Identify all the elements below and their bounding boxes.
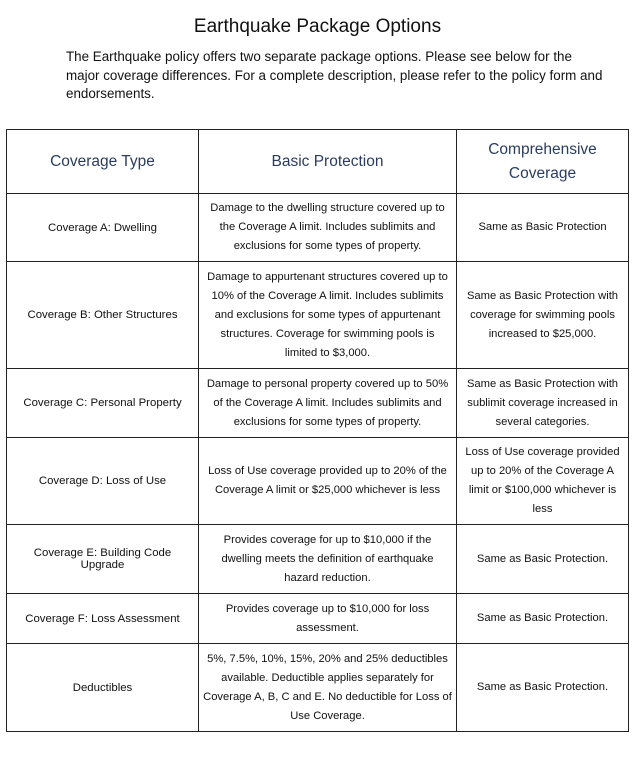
row-basic-cell: Provides coverage for up to $10,000 if the dwelling meets the definition of earthquake hazard reduction. xyxy=(199,525,457,594)
row-comprehensive-cell: Same as Basic Protection. xyxy=(457,644,629,732)
header-basic-protection: Basic Protection xyxy=(199,130,457,194)
package-options-table xyxy=(6,129,629,732)
table-row xyxy=(7,369,629,438)
row-basic-cell: Damage to personal property covered up to 50% of the Coverage A limit. Includes sublimits and exclusions for some types of property. xyxy=(199,369,457,438)
row-type-cell: Coverage E: Building Code Upgrade xyxy=(7,525,199,594)
row-basic-cell: Damage to the dwelling structure covered up to the Coverage A limit. Includes sublimits and exclusions for some types of property. xyxy=(199,194,457,262)
table-row xyxy=(7,194,629,262)
row-type-cell: Coverage B: Other Structures xyxy=(7,262,199,369)
row-basic-cell: Damage to appurtenant structures covered up to 10% of the Coverage A limit. Includes sublimits and exclusions for some types of appurtenant structures. Coverage for swimming pools is limited to $3,000. xyxy=(199,262,457,369)
header-coverage-type: Coverage Type xyxy=(7,130,199,194)
table-row xyxy=(7,438,629,525)
table-row xyxy=(7,594,629,644)
table-row xyxy=(7,525,629,594)
row-basic-cell: Loss of Use coverage provided up to 20% of the Coverage A limit or $25,000 whichever is less xyxy=(199,438,457,525)
row-basic-cell: 5%, 7.5%, 10%, 15%, 20% and 25% deductibles available. Deductible applies separately for Coverage A, B, C and E. No deductible for Loss of Use Coverage. xyxy=(199,644,457,732)
row-comprehensive-cell: Loss of Use coverage provided up to 20% of the Coverage A limit or $100,000 whichever is less xyxy=(457,438,629,525)
row-comprehensive-cell: Same as Basic Protection with coverage for swimming pools increased to $25,000. xyxy=(457,262,629,369)
header-comprehensive-coverage xyxy=(457,130,629,194)
row-type-cell: Coverage D: Loss of Use xyxy=(7,438,199,525)
header-comprehensive-text: Comprehensive Coverage xyxy=(488,140,597,182)
page-title: Earthquake Package Options xyxy=(193,16,442,37)
row-type-cell: Coverage C: Personal Property xyxy=(7,369,199,438)
row-type-cell: Coverage A: Dwelling xyxy=(7,194,199,262)
row-comprehensive-cell: Same as Basic Protection with sublimit coverage increased in several categories. xyxy=(457,369,629,438)
row-type-cell: Deductibles xyxy=(7,644,199,732)
row-comprehensive-cell: Same as Basic Protection xyxy=(457,194,629,262)
row-comprehensive-cell: Same as Basic Protection. xyxy=(457,594,629,644)
table-header-row xyxy=(7,130,629,194)
row-basic-cell: Provides coverage up to $10,000 for loss assessment. xyxy=(199,594,457,644)
row-comprehensive-cell: Same as Basic Protection. xyxy=(457,525,629,594)
row-type-cell: Coverage F: Loss Assessment xyxy=(7,594,199,644)
intro-paragraph: The Earthquake policy offers two separate package options. Please see below for the major coverage differences. For a complete description, please refer to the policy form and endorsements. xyxy=(66,49,603,101)
table-row xyxy=(7,262,629,369)
table-row xyxy=(7,644,629,732)
